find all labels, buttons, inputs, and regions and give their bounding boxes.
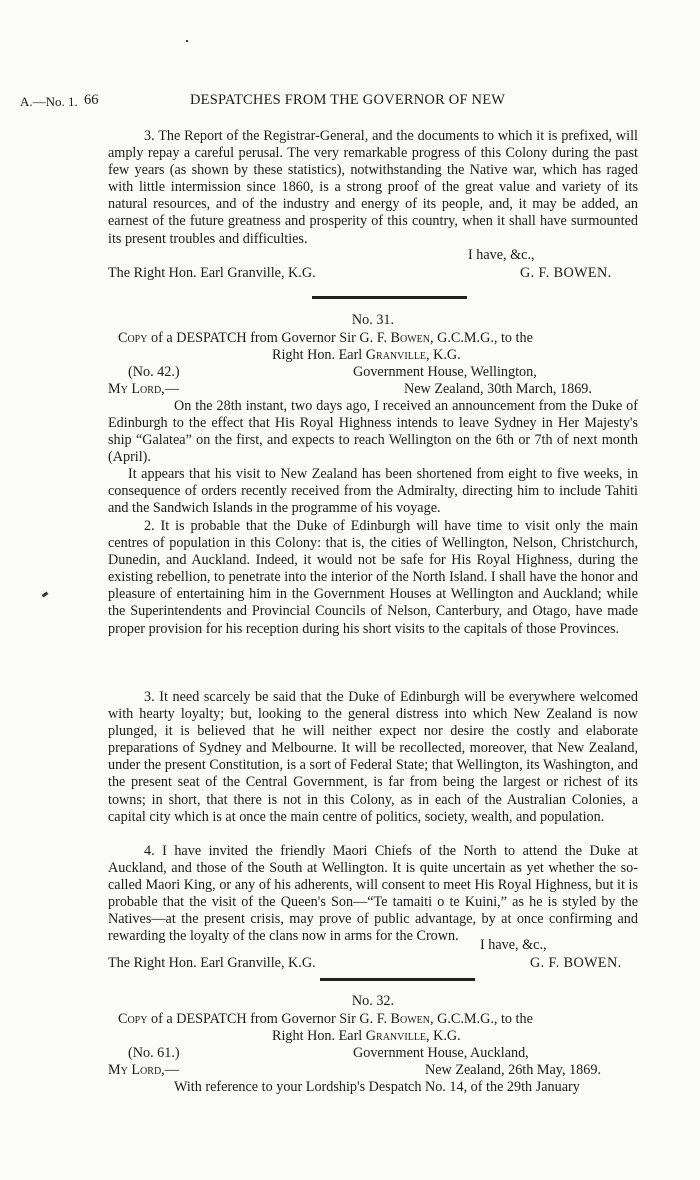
title-kg: , K.G. [426, 347, 461, 363]
closing-addressee: The Right Hon. Earl Granville, K.G. [108, 265, 316, 281]
despatch-house: Government House, Wellington, [353, 364, 537, 380]
title-kg: , K.G. [426, 1028, 461, 1044]
title-honours: , G.C.M.G., to the [430, 1011, 533, 1027]
margin-mark [42, 592, 49, 598]
paragraph-announcement: On the 28th instant, two days ago, I received an announcement from the Duke of Edinburgh to the effect that His Royal Highness intends to leave Sydney in Her Majesty's ship “Galatea” on the first, and expects to reach Wellington on the 6th or 7th of next month (April). [108, 398, 638, 466]
despatch-ref-no: (No. 42.) [128, 364, 180, 380]
despatch-salutation [108, 1062, 179, 1079]
despatch-salutation [108, 381, 179, 398]
paragraph-visit-shortened: It appears that his visit to New Zealand has been shortened from eight to five weeks, in consequence of orders recently received from the Admiralty, directing him to include Tahiti and the Sandwich Islands in the programme of his voyage. [108, 466, 638, 517]
section-divider [320, 978, 475, 981]
salutation-my-lord: My Lord [108, 381, 162, 397]
despatch-title [118, 330, 533, 347]
closing-signature: G. F. BOWEN. [520, 265, 612, 281]
title-copy: Copy [118, 1011, 148, 1027]
title-name: Bowen [390, 330, 431, 346]
title-granville: Granville [365, 347, 427, 363]
despatch-date: New Zealand, 26th May, 1869. [425, 1062, 601, 1078]
title-honours: , G.C.M.G., to the [430, 330, 533, 346]
paragraph-4: 4. I have invited the friendly Maori Chiefs of the North to attend the Duke at Auckland, and those of the South at Wellington. It is quite uncertain as yet whether the so-called Maori King, or any of his adherents, will consent to meet His Royal Highness, but it is probable that the visit of the Queen's Son—“Te tamaiti o te Kuini,” as he is styled by the Natives—at the present crisis, may prove of public advantage, by at once confirming and rewarding the loyalty of the clans now in arms for the Crown. [108, 843, 638, 945]
despatch-first-line: With reference to your Lordship's Despatch No. 14, of the 29th January [174, 1079, 580, 1095]
salutation-dash: ,— [161, 381, 179, 397]
salutation-my-lord: My Lord [108, 1062, 162, 1078]
title-text: of a DESPATCH from Governor Sir G. F. [151, 330, 387, 346]
paragraph-registrar-report: 3. The Report of the Registrar-General, and the documents to which it is prefixed, will amply repay a careful perusal. The very remarkable progress of this Colony during the past few years (as shown by these statistics), notwithstanding the Native war, which has raged with little intermission since 1860, is a strong proof of the great value and variety of its natural resources, and of the industry and energy of its people, and, it may be added, an earnest of the future greatness and prosperity of this country, when it shall have surmounted its present troubles and difficulties. [108, 128, 638, 247]
print-speck [186, 40, 188, 42]
despatch-title [118, 1011, 533, 1028]
paragraph-2: 2. It is probable that the Duke of Edinburgh will have time to visit only the main centres of population in this Colony: that is, the cities of Wellington, Nelson, Christchurch, Dunedin, and Auckland. Indeed, it would not be safe for His Royal Highness, during the existing rebellion, to penetrate into the interior of the North Island. I shall have the honor and pleasure of entertaining him in the Government Houses at Wellington and Auckland; while the Superintendents and Provincial Councils of Nelson, Canterbury, and Otago, have made proper provision for his reception during his short visits to the capitals of those Provinces. [108, 518, 638, 637]
despatch-ref-no: (No. 61.) [128, 1045, 180, 1061]
section-divider [312, 296, 467, 299]
title-right-hon: Right Hon. Earl [272, 1028, 363, 1044]
title-copy: Copy [118, 330, 148, 346]
page-number: 66 [84, 92, 99, 108]
salutation-dash: ,— [161, 1062, 179, 1078]
header-reference: A.—No. 1. [20, 94, 78, 109]
despatch-number: No. 31. [351, 312, 395, 328]
title-right-hon: Right Hon. Earl [272, 347, 363, 363]
title-name: Bowen [390, 1011, 431, 1027]
running-title: DESPATCHES FROM THE GOVERNOR OF NEW [190, 92, 506, 108]
title-granville: Granville [365, 1028, 427, 1044]
despatch-date: New Zealand, 30th March, 1869. [404, 381, 592, 397]
paragraph-3: 3. It need scarcely be said that the Duke of Edinburgh will be everywhere welcomed with hearty loyalty; but, looking to the general distress into which New Zealand is now plunged, it is believed that he will neither expect nor desire the costly and elaborate preparations of Sydney and Melbourne. It will be recollected, moreover, that New Zealand, under the present Constitution, is a sort of Federal State; that Wellington, its Washington, and the present seat of the Central Government, is far from being the largest or richest of its towns; in short, that there is not in this Colony, as in each of the Australian Colonies, a capital city which is at once the main centre of politics, society, wealth, and population. [108, 689, 638, 825]
despatch-number: No. 32. [351, 993, 395, 1009]
despatch-title-line2 [272, 1028, 461, 1045]
despatch-house: Government House, Auckland, [353, 1045, 529, 1061]
closing-signature: G. F. BOWEN. [530, 955, 622, 971]
closing-i-have: I have, &c., [480, 937, 547, 953]
despatch-title-line2 [272, 347, 461, 364]
title-text: of a DESPATCH from Governor Sir G. F. [151, 1011, 387, 1027]
closing-i-have: I have, &c., [468, 247, 535, 263]
closing-addressee: The Right Hon. Earl Granville, K.G. [108, 955, 316, 971]
